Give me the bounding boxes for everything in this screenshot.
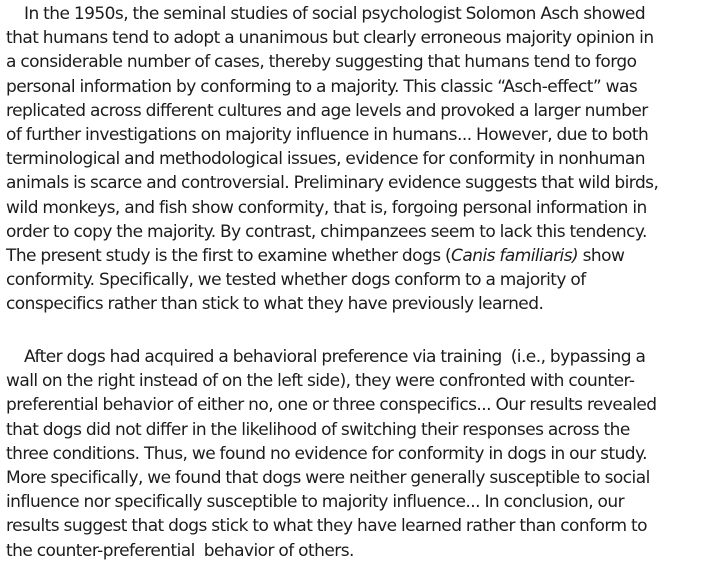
paragraph-1 — [6, 2, 728, 316]
text-line: wall on the right instead of on the left side), they were confronted with counter- — [6, 371, 635, 392]
text-line — [6, 244, 728, 268]
text-line: that humans tend to adopt a unanimous but clearly erroneous majority opinion in — [6, 28, 654, 49]
text-line: More specifically, we found that dogs were neither generally susceptible to social — [6, 467, 650, 488]
text-line: animals is scarce and controversial. Preliminary evidence suggests that wild birds, — [6, 173, 659, 194]
text-line: conformity. Specifically, we tested whether dogs conform to a majority of — [6, 270, 586, 291]
paragraph-2 — [6, 345, 728, 563]
text-segment: show — [578, 245, 625, 266]
text-line: replicated across different cultures and age levels and provoked a larger number — [6, 100, 648, 121]
text-line: the counter-preferential behavior of others. — [6, 540, 354, 561]
text-line: terminological and methodological issues, evidence for conformity in nonhuman — [6, 149, 645, 170]
text-line: conspecifics rather than stick to what they have previously learned. — [6, 294, 544, 315]
text-line: After dogs had acquired a behavioral preference via training (i.e., bypassing a — [24, 347, 646, 367]
text-line: In the 1950s, the seminal studies of social psychologist Solomon Asch showed — [24, 4, 646, 24]
text-line: three conditions. Thus, we found no evidence for conformity in dogs in our study. — [6, 443, 647, 464]
text-line: that dogs did not differ in the likelihood of switching their responses across the — [6, 419, 630, 440]
text-line: influence nor specifically susceptible to majority influence... In conclusion, our — [6, 492, 625, 513]
text-line: order to copy the majority. By contrast, chimpanzees seem to lack this tendency. — [6, 221, 647, 242]
species-name-italic: Canis familiaris) — [451, 245, 579, 266]
text-line: a considerable number of cases, thereby suggesting that humans tend to forgo — [6, 52, 637, 73]
text-line: of further investigations on majority influence in humans... However, due to both — [6, 124, 649, 145]
text-line: preferential behavior of either no, one or three conspecifics... Our results revealed — [6, 395, 657, 416]
text-line: personal information by conforming to a majority. This classic “Asch-effect” was — [6, 76, 638, 97]
text-line: wild monkeys, and fish show conformity, that is, forgoing personal information in — [6, 197, 647, 218]
text-segment: The present study is the first to examine whether dogs ( — [6, 245, 452, 266]
text-line: results suggest that dogs stick to what they have learned rather than conform to — [6, 516, 647, 537]
